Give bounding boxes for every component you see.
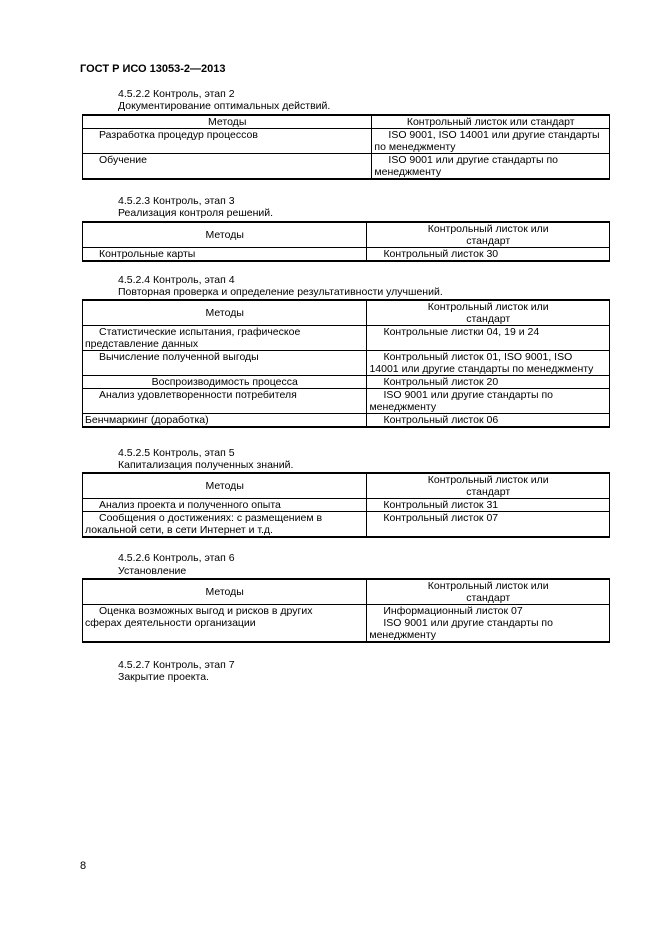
methods-table-stage-6: [82, 578, 610, 643]
header-checklist: [367, 300, 610, 326]
header-checklist-line: стандарт: [466, 235, 511, 247]
checklist-text: менеджменту: [369, 401, 437, 413]
header-checklist-line: Контрольный листок или: [427, 580, 549, 592]
checklist-cell: Контрольный листок 31: [367, 499, 610, 512]
section-number: 4.5.2.4 Контроль, этап 4: [118, 274, 235, 286]
method-text: Сообщения о достижениях: с размещением в: [99, 512, 323, 524]
header-checklist: [367, 473, 610, 499]
checklist-cell: Контрольный листок 06: [367, 414, 610, 428]
checklist-text: ISO 9001 или другие стандарты по: [388, 154, 558, 166]
checklist-cell: [367, 351, 610, 376]
header-checklist: [367, 579, 610, 605]
section-description: Реализация контроля решений.: [118, 207, 274, 219]
checklist-text: ISO 9001 или другие стандарты по: [383, 617, 553, 629]
checklist-text: ISO 9001, ISO 14001 или другие стандарты: [388, 129, 600, 141]
section-number: 4.5.2.7 Контроль, этап 7: [118, 659, 235, 671]
method-cell: Анализ проекта и полученного опыта: [83, 499, 367, 512]
checklist-cell: [372, 154, 610, 180]
checklist-cell: Контрольный листок 07: [367, 512, 610, 538]
checklist-text: по менеджменту: [374, 141, 456, 153]
methods-table-stage-4: [82, 299, 610, 428]
method-text: Обучение: [99, 154, 148, 166]
method-text: локальной сети, в сети Интернет и т.д.: [85, 524, 273, 536]
section-description: Документирование оптимальных действий.: [118, 100, 331, 112]
checklist-cell: [372, 129, 610, 154]
checklist-text: 14001 или другие стандарты по менеджменту: [369, 363, 594, 375]
header-checklist: Контрольный листок или стандарт: [372, 115, 610, 129]
section-number: 4.5.2.6 Контроль, этап 6: [118, 552, 235, 564]
checklist-text: менеджменту: [369, 629, 437, 641]
checklist-text: Информационный листок 07: [383, 605, 523, 617]
section-description: Повторная проверка и определение результативности улучшений.: [118, 286, 443, 298]
method-text: Оценка возможных выгод и рисков в других: [99, 605, 313, 617]
method-cell: [83, 605, 367, 643]
method-text: сферах деятельности организации: [85, 617, 256, 629]
checklist-cell: [367, 605, 610, 643]
method-cell: Бенчмаркинг (доработка): [83, 414, 367, 428]
header-methods: Методы: [83, 300, 367, 326]
method-cell: [83, 326, 367, 351]
header-methods: Методы: [83, 473, 367, 499]
page-number: 8: [80, 860, 87, 872]
method-cell: Воспроизводимость процесса: [83, 376, 367, 389]
header-checklist-line: стандарт: [466, 486, 511, 498]
method-cell: Контрольные карты: [83, 248, 367, 262]
method-cell: Вычисление полученной выгоды: [83, 351, 367, 376]
checklist-cell: Контрольный листок 30: [367, 248, 610, 262]
header-checklist-line: Контрольный листок или: [427, 301, 549, 313]
method-cell: [83, 129, 372, 154]
methods-table-stage-2: [82, 114, 610, 180]
checklist-cell: [367, 389, 610, 414]
header-methods: Методы: [83, 222, 367, 248]
checklist-text: Контрольный листок 01, ISO 9001, ISO: [383, 351, 573, 363]
methods-table-stage-5: [82, 472, 610, 538]
checklist-cell: Контрольный листок 20: [367, 376, 610, 389]
checklist-cell: Контрольные листки 04, 19 и 24: [367, 326, 610, 351]
header-checklist-line: Контрольный листок или: [427, 223, 549, 235]
section-description: Установление: [118, 565, 187, 577]
header-checklist-line: стандарт: [466, 313, 511, 325]
checklist-text: менеджменту: [374, 166, 442, 178]
method-text: Разработка процедур процессов: [99, 129, 258, 141]
methods-table-stage-3: [82, 221, 610, 262]
header-methods: Методы: [83, 579, 367, 605]
header-methods: Методы: [83, 115, 372, 129]
method-text: Статистические испытания, графическое: [99, 326, 301, 338]
method-cell: [83, 154, 372, 180]
checklist-text: ISO 9001 или другие стандарты по: [383, 389, 554, 401]
section-description: Закрытие проекта.: [118, 671, 209, 683]
section-description: Капитализация полученных знаний.: [118, 459, 294, 471]
header-checklist-line: Контрольный листок или: [427, 474, 549, 486]
method-text: представление данных: [85, 338, 199, 350]
section-number: 4.5.2.5 Контроль, этап 5: [118, 447, 235, 459]
document-header: ГОСТ Р ИСО 13053-2—2013: [80, 63, 226, 75]
method-cell: Анализ удовлетворенности потребителя: [83, 389, 367, 414]
method-cell: [83, 512, 367, 538]
header-checklist: [367, 222, 610, 248]
section-number: 4.5.2.3 Контроль, этап 3: [118, 195, 235, 207]
header-checklist-line: стандарт: [466, 592, 511, 604]
section-number: 4.5.2.2 Контроль, этап 2: [118, 88, 235, 100]
